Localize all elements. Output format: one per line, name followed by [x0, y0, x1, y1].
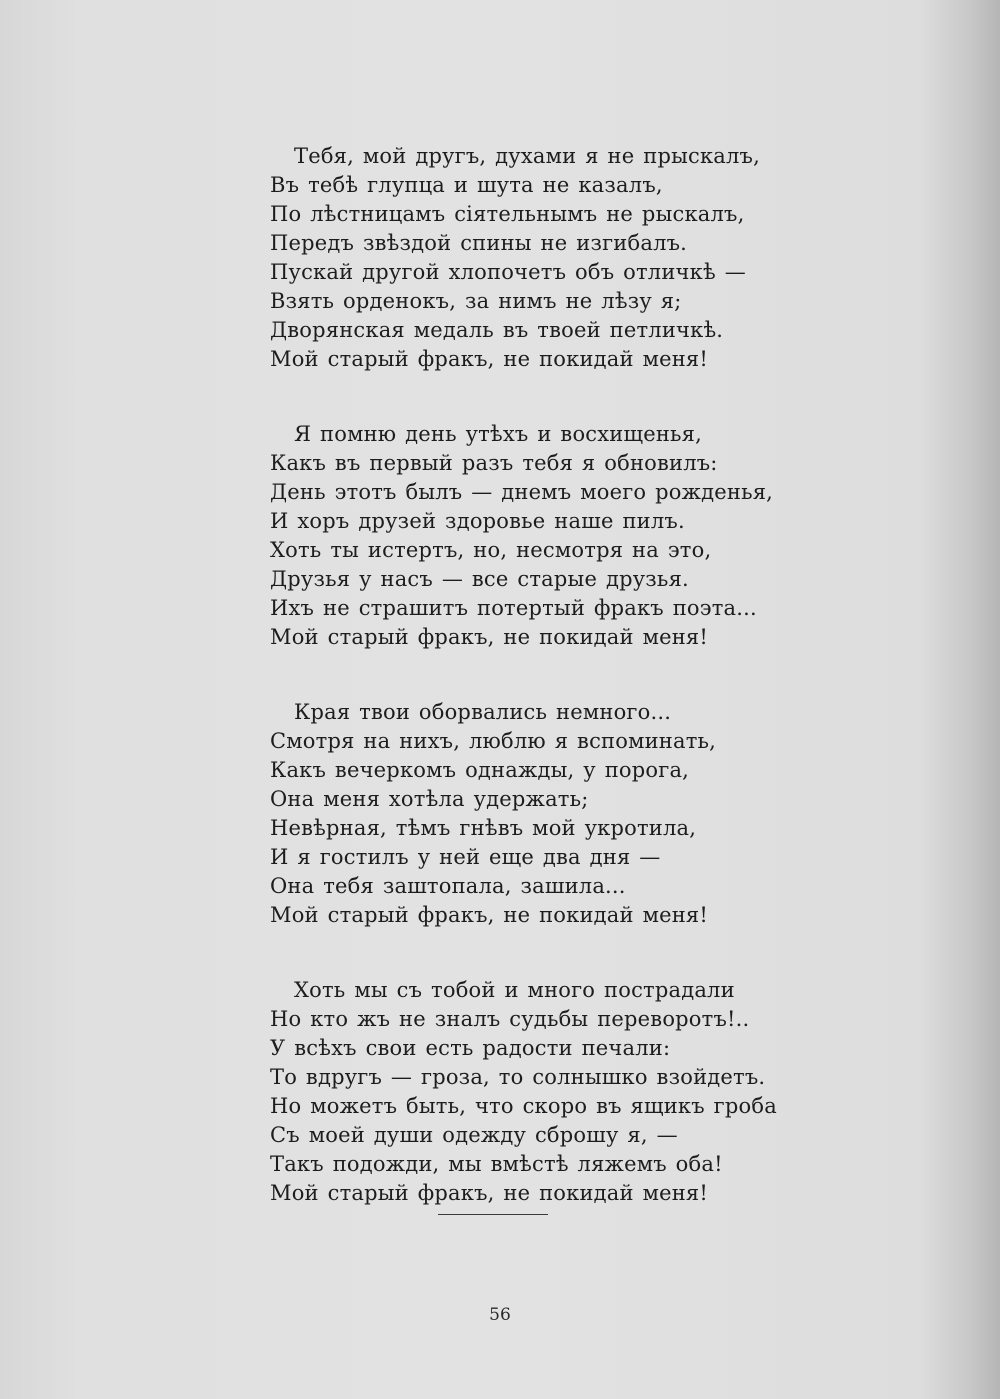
poem-line: Съ моей души одежду сброшу я, — — [270, 1123, 678, 1147]
poem-line: То вдругъ — гроза, то солнышко взойдетъ. — [270, 1065, 766, 1089]
poem-line: По лѣстницамъ сіятельнымъ не рыскалъ, — [270, 202, 745, 226]
poem-line: Края твои оборвались немного... — [294, 700, 672, 724]
poem-line: Передъ звѣздой спины не изгибалъ. — [270, 231, 688, 255]
poem — [270, 142, 790, 1254]
page-number: 56 — [489, 1305, 511, 1325]
poem-line: Хоть ты истертъ, но, несмотря на это, — [270, 538, 712, 562]
poem-refrain: Мой старый фракъ, не покидай меня! — [270, 625, 709, 649]
stanza-4 — [270, 976, 790, 1208]
poem-line: Какъ въ первый разъ тебя я обновилъ: — [270, 451, 718, 475]
poem-line: Она тебя заштопала, зашила... — [270, 874, 626, 898]
stanza-3 — [270, 698, 790, 930]
stanza-1 — [270, 142, 790, 374]
poem-line: Такъ подожди, мы вмѣстѣ ляжемъ оба! — [270, 1152, 723, 1176]
poem-line: Ихъ не страшитъ потертый фракъ поэта... — [270, 596, 757, 620]
stanza-2 — [270, 420, 790, 652]
poem-line: Пускай другой хлопочетъ объ отличкѣ — — [270, 260, 746, 284]
poem-line: Но можетъ быть, что скоро въ ящикъ гроба — [270, 1094, 777, 1118]
poem-line: Но кто жъ не зналъ судьбы переворотъ!.. — [270, 1007, 750, 1031]
poem-line: Взять орденокъ, за нимъ не лѣзу я; — [270, 289, 682, 313]
poem-line: Дворянская медаль въ твоей петличкѣ. — [270, 318, 724, 342]
poem-line: Какъ вечеркомъ однажды, у порога, — [270, 758, 690, 782]
poem-line: День этотъ былъ — днемъ моего рожденья, — [270, 480, 774, 504]
poem-line: Тебя, мой другъ, духами я не прыскалъ, — [294, 144, 760, 168]
poem-line: Я помню день утѣхъ и восхищенья, — [294, 422, 702, 446]
poem-refrain: Мой старый фракъ, не покидай меня! — [270, 1181, 709, 1205]
poem-line: Въ тебѣ глупца и шута не казалъ, — [270, 173, 663, 197]
poem-line: И хоръ друзей здоровье наше пилъ. — [270, 509, 685, 533]
poem-line: И я гостилъ у ней еще два дня — — [270, 845, 661, 869]
poem-line: Друзья у насъ — все старые друзья. — [270, 567, 689, 591]
poem-line: Хоть мы съ тобой и много пострадали — [294, 978, 735, 1002]
poem-line: У всѣхъ свои есть радости печали: — [270, 1036, 671, 1060]
end-divider — [438, 1214, 548, 1215]
poem-refrain: Мой старый фракъ, не покидай меня! — [270, 903, 709, 927]
poem-line: Невѣрная, тѣмъ гнѣвъ мой укротила, — [270, 816, 697, 840]
poem-refrain: Мой старый фракъ, не покидай меня! — [270, 347, 709, 371]
poem-line: Смотря на нихъ, люблю я вспоминать, — [270, 729, 717, 753]
poem-line: Она меня хотѣла удержать; — [270, 787, 589, 811]
